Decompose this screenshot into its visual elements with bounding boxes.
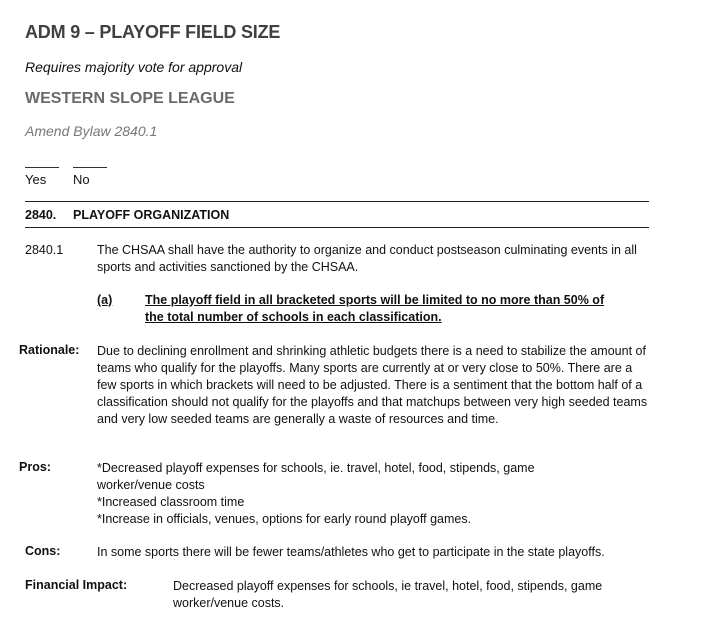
amendment-reference: Amend Bylaw 2840.1 <box>25 123 158 139</box>
league-name: WESTERN SLOPE LEAGUE <box>25 90 235 107</box>
pros-item: *Decreased playoff expenses for schools, ie. travel, hotel, food, stipends, game worker/venue costs <box>97 461 535 492</box>
subitem-line-2: the total number of schools in each classification. <box>145 310 442 324</box>
subitem-line-1: The playoff field in all bracketed sports will be limited to no more than 50% of <box>145 293 605 307</box>
rationale-label: Rationale: <box>19 343 80 357</box>
pros-label: Pros: <box>19 460 51 474</box>
cons-text: In some sports there will be fewer teams/athletes who get to participate in the state playoffs. <box>97 545 605 559</box>
document-title: ADM 9 – PLAYOFF FIELD SIZE <box>25 22 281 42</box>
section-heading <box>25 208 229 222</box>
financial-impact-text: Decreased playoff expenses for schools, ie travel, hotel, food, stipends, game worker/venue costs. <box>173 579 603 610</box>
pros-item: *Increased classroom time <box>97 495 245 509</box>
yes-vote-blank[interactable] <box>25 167 59 168</box>
yes-label: Yes <box>25 172 47 187</box>
pros-item: *Increase in officials, venues, options for early round playoff games. <box>97 512 472 526</box>
section-title: PLAYOFF ORGANIZATION <box>73 208 230 222</box>
financial-impact-label: Financial Impact: <box>25 578 128 592</box>
subitem-text <box>145 292 655 326</box>
no-vote-blank[interactable] <box>73 167 107 168</box>
section-bottom-rule <box>25 227 649 228</box>
section-top-rule <box>25 201 649 202</box>
no-label: No <box>73 172 90 187</box>
approval-requirement: Requires majority vote for approval <box>25 59 243 75</box>
bylaw-text: The CHSAA shall have the authority to organize and conduct postseason culminating events in all sports and activities sanctioned by the CHSAA. <box>97 243 637 274</box>
cons-label: Cons: <box>25 544 61 558</box>
subitem-label: (a) <box>97 293 113 307</box>
rationale-text: Due to declining enrollment and shrinking athletic budgets there is a need to stabilize the amount of teams who qualify for the playoffs. Many sports are currently at or very close to 50%. There are a few sports in which brackets will need to be adjusted. There is a sentiment that the bottom half of a classification should not qualify for the playoffs and that matchups between very high seeded teams and very low seeded teams are generally a waste of resources and time. <box>97 344 648 426</box>
pros-list <box>97 460 577 528</box>
section-number: 2840. <box>25 208 57 222</box>
bylaw-number: 2840.1 <box>25 243 64 257</box>
